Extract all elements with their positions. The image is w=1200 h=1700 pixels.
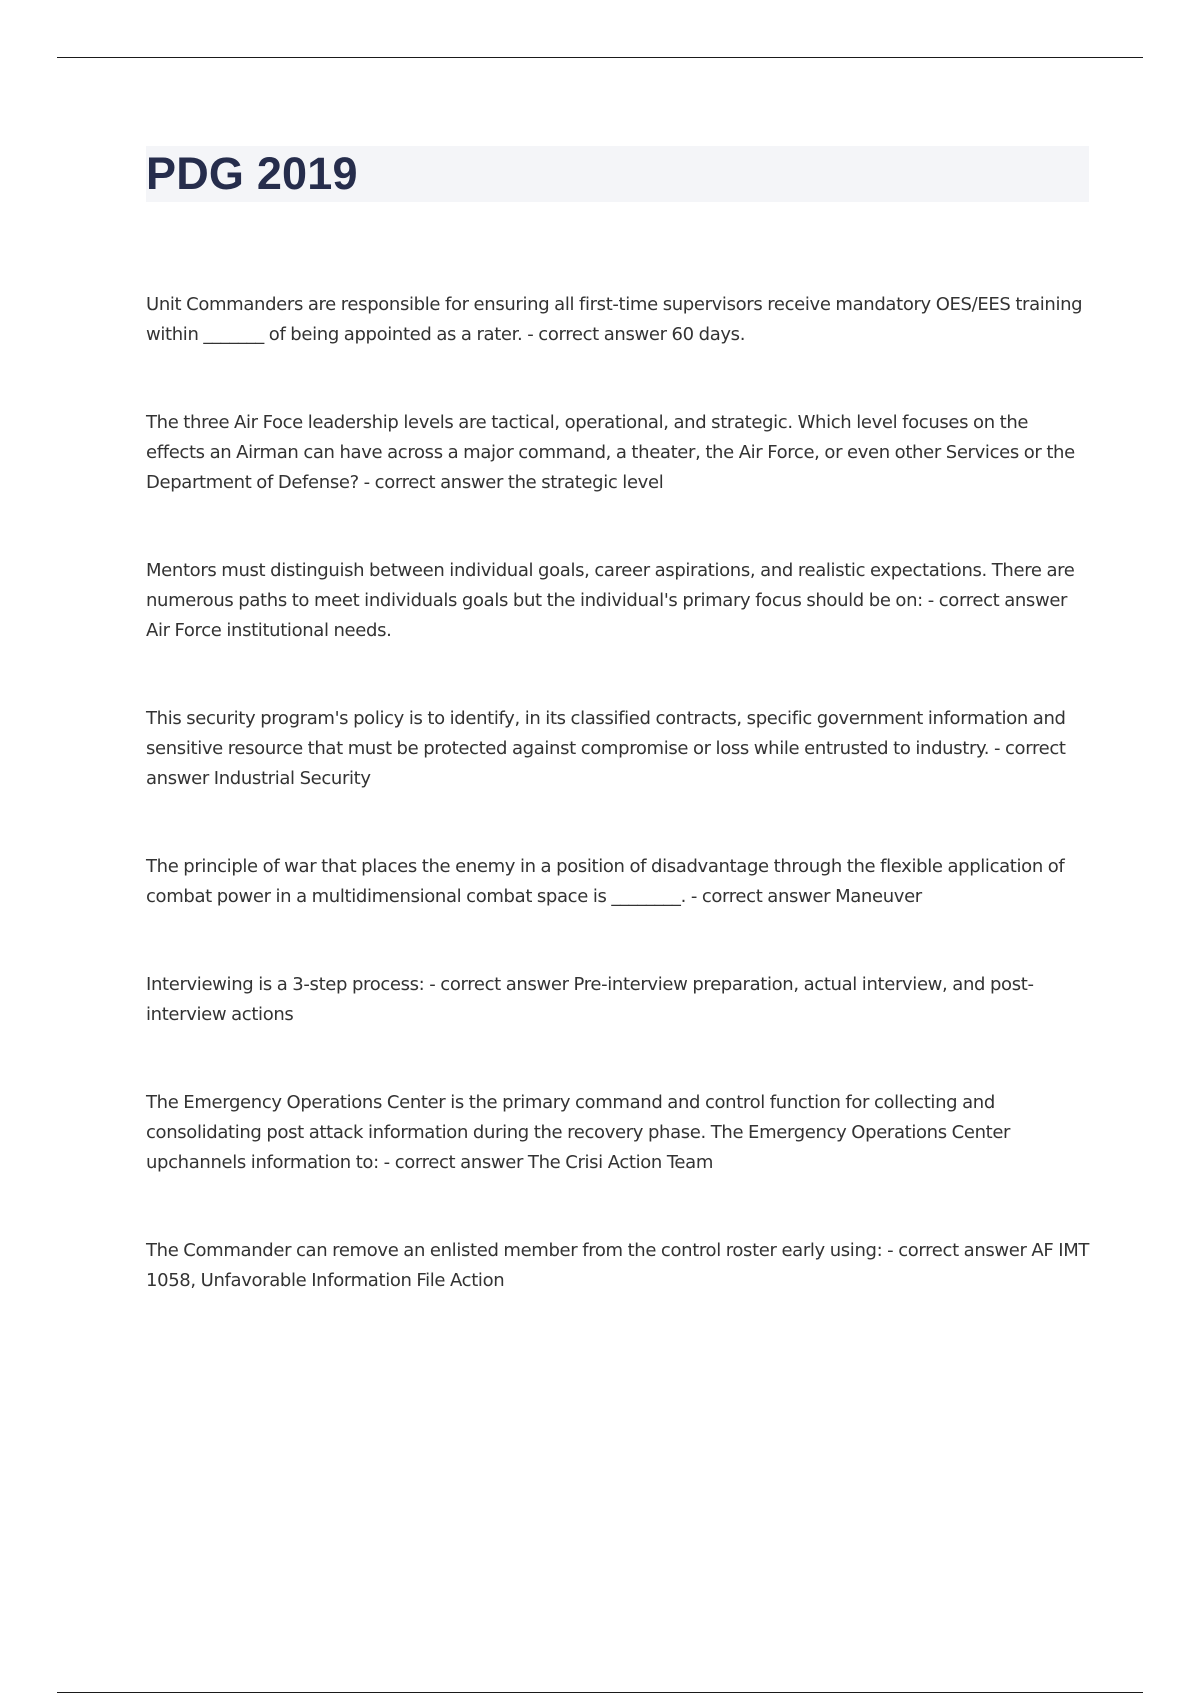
- qa-item-6: Interviewing is a 3-step process: - correct answer Pre-interview preparation, actual interview, and post-interview actions: [146, 974, 1034, 1025]
- top-divider: [57, 57, 1143, 58]
- qa-item-8: The Commander can remove an enlisted member from the control roster early using: - correct answer AF IMT 1058, Unfavorable Information File Action: [146, 1240, 1090, 1291]
- qa-item-7: The Emergency Operations Center is the primary command and control function for collecting and consolidating post attack information during the recovery phase. The Emergency Operations Center upchannels information to: - correct answer The Crisi Action Team: [146, 1092, 1011, 1173]
- bottom-divider: [57, 1692, 1143, 1693]
- qa-item-2: The three Air Foce leadership levels are tactical, operational, and strategic. Which level focuses on the effects an Airman can have across a major command, a theater, the Air Force, or even other Services or the Department of Defense? - correct answer the strategic level: [146, 412, 1075, 493]
- qa-list: [146, 290, 1090, 1354]
- page-title: PDG 2019: [146, 148, 358, 199]
- qa-item-4: This security program's policy is to identify, in its classified contracts, specific government information and sensitive resource that must be protected against compromise or loss while entrusted to industry. - correct answer Industrial Security: [146, 708, 1066, 789]
- qa-item-3: Mentors must distinguish between individual goals, career aspirations, and realistic expectations. There are numerous paths to meet individuals goals but the individual's primary focus should be on: - correct answer Air Force institutional needs.: [146, 560, 1075, 641]
- qa-item-5: The principle of war that places the enemy in a position of disadvantage through the flexible application of combat power in a multidimensional combat space is ________. - correct answer Maneuver: [146, 856, 1065, 907]
- qa-item-1: Unit Commanders are responsible for ensuring all first-time supervisors receive mandatory OES/EES training within _______ of being appointed as a rater. - correct answer 60 days.: [146, 294, 1083, 345]
